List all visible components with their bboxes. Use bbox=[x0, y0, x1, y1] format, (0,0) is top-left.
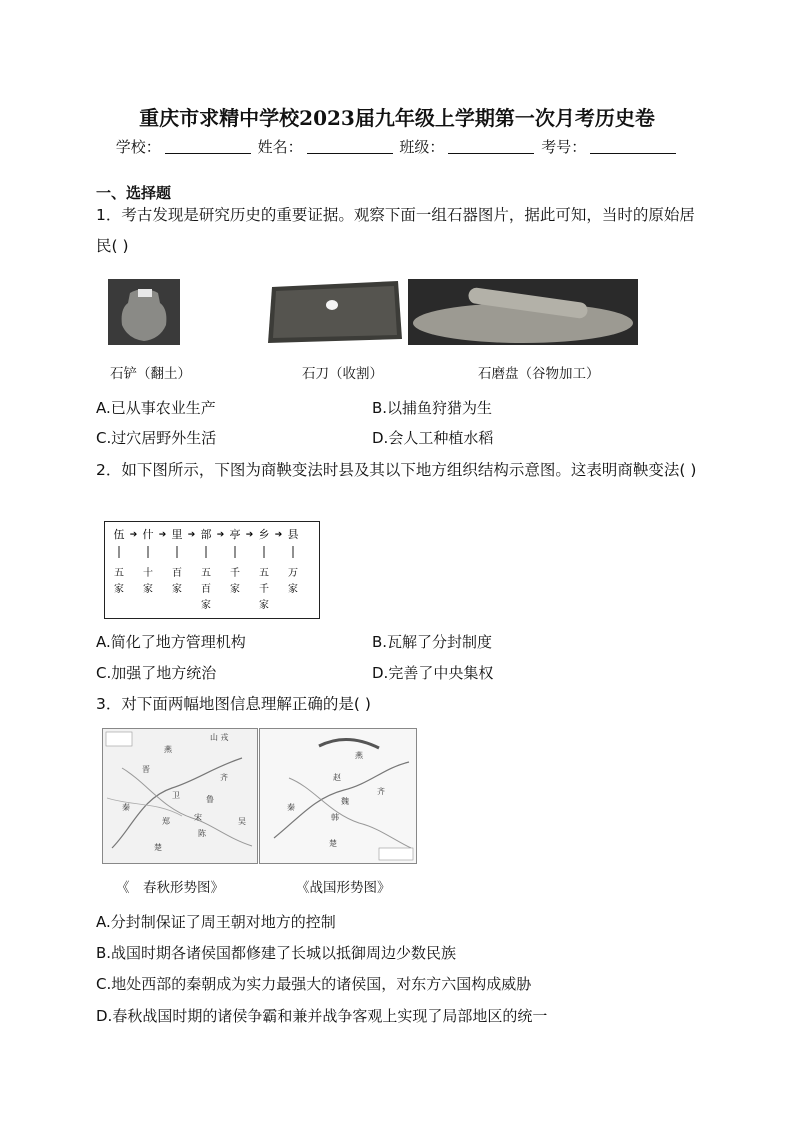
q1-option-a[interactable]: A.已从事农业生产 bbox=[96, 399, 216, 417]
diagram-unit-label: 部 bbox=[200, 528, 212, 541]
diagram-household-char: 家 bbox=[259, 600, 269, 611]
diagram-unit-label: 亭 bbox=[229, 528, 241, 541]
diagram-household-char: 五 bbox=[201, 568, 211, 579]
map2-label: 秦 bbox=[287, 803, 295, 812]
exam-no-blank[interactable] bbox=[590, 139, 676, 154]
spring-autumn-map bbox=[102, 728, 258, 864]
diagram-household-char: 十 bbox=[143, 568, 153, 579]
caption-warring-states-map: 《战国形势图》 bbox=[296, 880, 391, 896]
q2-option-c[interactable]: C.加强了地方统治 bbox=[96, 664, 217, 682]
class-label: 班级： bbox=[399, 138, 445, 156]
q3-option-d[interactable]: D.春秋战国时期的诸侯争霸和兼并战争客观上实现了局部地区的统一 bbox=[96, 1007, 548, 1025]
diagram-household-char: 千 bbox=[259, 584, 269, 595]
map1-label: 齐 bbox=[220, 773, 228, 782]
name-blank[interactable] bbox=[307, 139, 393, 154]
stone-knife-image bbox=[266, 279, 406, 345]
question-1-stem: 1．考古发现是研究历史的重要证据。观察下面一组石器图片，据此可知，当时的原始居民( ) bbox=[96, 206, 695, 255]
grinding-slab-image bbox=[408, 279, 638, 345]
map2-label: 齐 bbox=[377, 787, 385, 796]
diagram-unit-label: 县 bbox=[287, 528, 299, 541]
diagram-household-char: 家 bbox=[230, 584, 240, 595]
diagram-household-char: 百 bbox=[201, 584, 211, 595]
q2-option-a[interactable]: A.简化了地方管理机构 bbox=[96, 633, 246, 651]
q3-option-b[interactable]: B.战国时期各诸侯国都修建了长城以抵御周边少数民族 bbox=[96, 944, 457, 962]
diagram-household-char: 千 bbox=[230, 568, 240, 579]
diagram-household-char: 家 bbox=[288, 584, 298, 595]
diagram-household-char: 五 bbox=[114, 568, 124, 579]
diagram-household-char: 五 bbox=[259, 568, 269, 579]
stone-shovel-image bbox=[108, 279, 180, 345]
caption-grinding-slab: 石磨盘（谷物加工） bbox=[478, 366, 600, 382]
map1-label: 山 戎 bbox=[210, 733, 229, 742]
q3-option-a[interactable]: A.分封制保证了周王朝对地方的控制 bbox=[96, 913, 336, 931]
question-3-stem: 3．对下面两幅地图信息理解正确的是( ) bbox=[96, 695, 371, 713]
diagram-household-char: 家 bbox=[201, 600, 211, 611]
diagram-household-char: 万 bbox=[288, 568, 298, 579]
q2-option-d[interactable]: D.完善了中央集权 bbox=[372, 664, 494, 682]
diagram-arrow-icon: ➔ bbox=[158, 530, 167, 540]
map1-label: 郑 bbox=[162, 817, 170, 826]
question-2-stem: 2．如下图所示，下图为商鞅变法时县及其以下地方组织结构示意图。这表明商鞅变法( ) bbox=[96, 461, 697, 479]
class-blank[interactable] bbox=[448, 139, 534, 154]
map2-label: 魏 bbox=[341, 797, 349, 806]
warring-states-map bbox=[259, 728, 417, 864]
diagram-unit-label: 伍 bbox=[113, 528, 125, 541]
caption-spring-autumn-map: 《 春秋形势图》 bbox=[116, 880, 224, 896]
map2-label: 燕 bbox=[355, 751, 363, 760]
diagram-arrow-icon: ➔ bbox=[245, 530, 254, 540]
diagram-unit-label: 乡 bbox=[258, 528, 270, 541]
map1-label: 楚 bbox=[154, 843, 162, 852]
map1-label: 宋 bbox=[194, 813, 202, 822]
map1-label: 秦 bbox=[122, 803, 130, 812]
caption-stone-knife: 石刀（收割） bbox=[302, 366, 383, 382]
diagram-arrow-icon: ➔ bbox=[216, 530, 225, 540]
diagram-household-char: 百 bbox=[172, 568, 182, 579]
map1-label: 鲁 bbox=[206, 795, 214, 804]
diagram-arrow-icon: ➔ bbox=[187, 530, 196, 540]
diagram-household-char: 家 bbox=[172, 584, 182, 595]
caption-stone-shovel: 石铲（翻土） bbox=[110, 366, 191, 382]
section-title: 一、选择题 bbox=[96, 184, 172, 202]
map1-label: 陈 bbox=[198, 829, 206, 838]
map2-label: 赵 bbox=[333, 773, 341, 782]
q2-option-b[interactable]: B.瓦解了分封制度 bbox=[372, 633, 493, 651]
map1-label: 吴 bbox=[238, 817, 246, 826]
q3-option-c[interactable]: C.地处西部的秦朝成为实力最强大的诸侯国，对东方六国构成威胁 bbox=[96, 975, 532, 993]
diagram-unit-label: 什 bbox=[142, 528, 154, 541]
diagram-arrow-icon: ➔ bbox=[129, 530, 138, 540]
student-info-line bbox=[0, 136, 794, 157]
diagram-arrow-icon: ➔ bbox=[274, 530, 283, 540]
school-blank[interactable] bbox=[165, 139, 251, 154]
map1-label: 晋 bbox=[142, 765, 150, 774]
q1-option-b[interactable]: B.以捕鱼狩猎为生 bbox=[372, 399, 493, 417]
school-label: 学校： bbox=[115, 138, 161, 156]
exam-no-label: 考号： bbox=[541, 138, 587, 156]
map2-label: 楚 bbox=[329, 839, 337, 848]
map1-label: 卫 bbox=[172, 791, 180, 800]
q1-option-d[interactable]: D.会人工种植水稻 bbox=[372, 429, 494, 447]
organization-diagram bbox=[104, 521, 320, 619]
q1-option-c[interactable]: C.过穴居野外生活 bbox=[96, 429, 217, 447]
diagram-household-char: 家 bbox=[114, 584, 124, 595]
diagram-unit-label: 里 bbox=[171, 528, 183, 541]
map2-label: 韩 bbox=[331, 813, 339, 822]
name-label: 姓名： bbox=[257, 138, 303, 156]
diagram-household-char: 家 bbox=[143, 584, 153, 595]
map1-label: 燕 bbox=[164, 745, 172, 754]
exam-title: 重庆市求精中学校2023届九年级上学期第一次月考历史卷 bbox=[139, 106, 655, 130]
